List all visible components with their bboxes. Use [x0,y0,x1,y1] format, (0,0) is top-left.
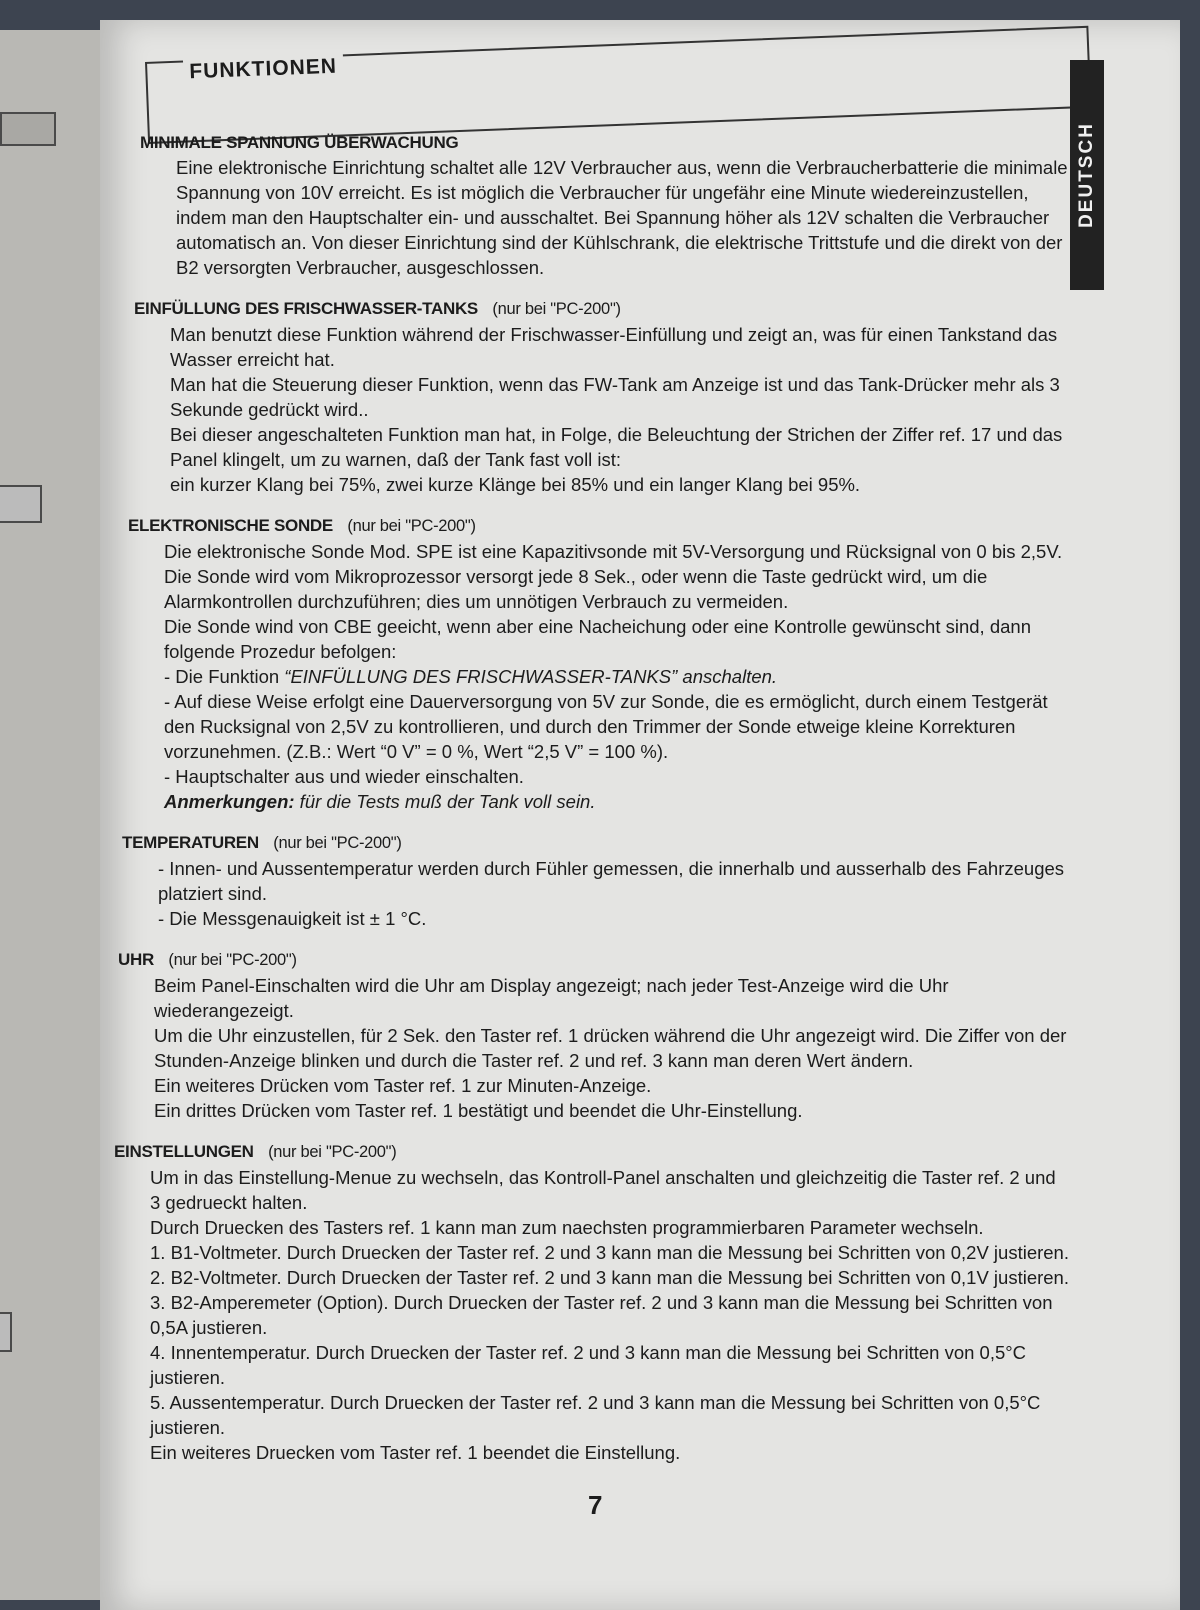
paragraph: Durch Druecken des Tasters ref. 1 kann man zum naechsten programmierbaren Parameter wechseln. [150,1217,984,1238]
paragraph: Die Sonde wind von CBE geeicht, wenn aber eine Nacheichung oder eine Kontrolle gewünscht sind, dann folgende Prozedur befolgen: [164,616,1031,662]
section-frischwasser [134,296,1080,497]
list-item: 2. B2-Voltmeter. Durch Druecken der Taster ref. 2 und 3 kann man die Messung bei Schritten von 0,1V justieren. [150,1267,1069,1288]
list-item: 5. Aussentemperatur. Durch Druecken der Taster ref. 2 und 3 kann man die Messung bei Schritten von 0,5°C justieren. [150,1392,1041,1438]
section-temperaturen [122,830,1080,931]
section-minimale-spannung [140,130,1080,280]
section-einstellungen [114,1139,1080,1465]
section-heading-text: UHR [118,950,154,969]
section-elektronische-sonde [128,513,1080,814]
section-note: (nur bei "PC-200") [168,951,297,969]
section-heading [122,830,1080,856]
paragraph: Beim Panel-Einschalten wird die Uhr am Display angezeigt; nach jeder Test-Anzeige wird die Uhr wiederangezeigt. [154,975,949,1021]
section-note: (nur bei "PC-200") [347,517,476,535]
section-body [134,322,1080,497]
paragraph: - Innen- und Aussentemperatur werden durch Fühler gemessen, die innerhalb und ausserhalb des Fahrzeuges platziert sind. [158,858,1065,904]
section-heading [140,130,1080,155]
manual-page [100,20,1180,1610]
paragraph: Ein drittes Drücken vom Taster ref. 1 bestätigt und beendet die Uhr-Einstellung. [154,1100,803,1121]
remark-label: Anmerkungen: [164,791,295,812]
section-heading [128,513,1080,539]
section-body [118,973,1080,1123]
paragraph: Eine elektronische Einrichtung schaltet alle 12V Verbraucher aus, wenn die Verbraucherbatterie die minimale Spannung von 10V erreicht. Es ist möglich die Verbraucher für ungefähr eine Minute wiedereinzustellen, indem man den Hauptschalter ein- und ausschaltet. Bei Spannung höher als 12V schalten die Verbraucher automatisch an. Von dieser Einrichtung sind der Kühlschrank, die elektrische Trittstufe und die direkt von der B2 versorgten Verbraucher, ausgeschlossen. [176,157,1068,278]
left-page-box [0,112,56,146]
procedure-step: - Auf diese Weise erfolgt eine Dauerversorgung von 5V zur Sonde, die es ermöglicht, durch einem Testgerät den Rucksignal von 2,5V zu kontrollieren, und durch den Trimmer der Sonde etweige kleine Korrekturen vorzunehmen. (Z.B.: Wert “0 V” = 0 %, Wert “2,5 V” = 100 %). [164,691,1048,762]
section-heading-text: MINIMALE SPANNUNG ÜBERWACHUNG [140,133,459,152]
section-heading-text: ELEKTRONISCHE SONDE [128,516,333,535]
paragraph: Die elektronische Sonde Mod. SPE ist eine Kapazitivsonde mit 5V-Versorgung und Rücksignal von 0 bis 2,5V. Die Sonde wird vom Mikroprozessor versorgt jede 8 Sek., oder wenn die Taste gedrückt wird, um die Alarmkontrollen durchzuführen; dies um unnötigen Verbrauch zu vermeiden. [164,541,1063,612]
list-item: 4. Innentemperatur. Durch Druecken der Taster ref. 2 und 3 kann man die Messung bei Schritten von 0,5°C justieren. [150,1342,1027,1388]
section-heading-text: EINSTELLUNGEN [114,1142,254,1161]
section-note: (nur bei "PC-200") [273,834,402,852]
header-frame [145,26,1091,144]
left-facing-page [0,30,114,1600]
section-note: (nur bei "PC-200") [268,1143,397,1161]
remark-text: für die Tests muß der Tank voll sein. [294,791,596,812]
remark [164,789,1070,814]
procedure-step: - Hauptschalter aus und wieder einschalten. [164,766,524,787]
paragraph: Ein weiteres Druecken vom Taster ref. 1 beendet die Einstellung. [150,1442,681,1463]
section-body [128,539,1080,814]
page-title: FUNKTIONEN [183,52,344,86]
language-tab-label: DEUTSCH [1076,122,1097,228]
section-body [114,1165,1080,1465]
paragraph: Um die Uhr einzustellen, für 2 Sek. den Taster ref. 1 drücken während die Uhr angezeigt wird. Die Ziffer von der Stunden-Anzeige blinken und durch die Taster ref. 2 und ref. 3 kann man deren Wert ändern. [154,1025,1067,1071]
paragraph: Man hat die Steuerung dieser Funktion, wenn das FW-Tank am Anzeige ist und das Tank-Drücker mehr als 3 Sekunde gedrückt wird.. [170,374,1060,420]
step-italic: “EINFÜLLUNG DES FRISCHWASSER-TANKS” anschalten. [284,666,778,687]
paragraph: - Die Messgenauigkeit ist ± 1 °C. [158,908,427,929]
section-body [140,155,1080,280]
section-body [122,856,1080,931]
section-heading-text: TEMPERATUREN [122,833,259,852]
content [114,130,1080,1481]
page-number: 7 [588,1490,603,1520]
list-item: 3. B2-Amperemeter (Option). Durch Druecken der Taster ref. 2 und 3 kann man die Messung bei Schritten von 0,5A justieren. [150,1292,1053,1338]
list-item: 1. B1-Voltmeter. Durch Druecken der Taster ref. 2 und 3 kann man die Messung bei Schritten von 0,2V justieren. [150,1242,1069,1263]
section-heading [118,947,1080,973]
left-page-box [0,1312,12,1352]
section-heading [134,296,1080,322]
paragraph: Bei dieser angeschalteten Funktion man hat, in Folge, die Beleuchtung der Strichen der Ziffer ref. 17 und das Panel klingelt, um zu warnen, daß der Tank fast voll ist: [170,424,1063,470]
section-heading [114,1139,1080,1165]
step-prefix: - Die Funktion [164,666,285,687]
procedure-step [164,664,1070,689]
paragraph: Man benutzt diese Funktion während der Frischwasser-Einfüllung und zeigt an, was für einen Tankstand das Wasser erreicht hat. [170,324,1058,370]
section-heading-text: EINFÜLLUNG DES FRISCHWASSER-TANKS [134,299,478,318]
section-note: (nur bei "PC-200") [492,300,621,318]
paragraph: Ein weiteres Drücken vom Taster ref. 1 zur Minuten-Anzeige. [154,1075,652,1096]
paragraph: ein kurzer Klang bei 75%, zwei kurze Klänge bei 85% und ein langer Klang bei 95%. [170,474,861,495]
section-uhr [118,947,1080,1123]
left-page-box [0,485,42,523]
paragraph: Um in das Einstellung-Menue zu wechseln, das Kontroll-Panel anschalten und gleichzeitig die Taster ref. 2 und 3 gedrueckt halten. [150,1167,1056,1213]
